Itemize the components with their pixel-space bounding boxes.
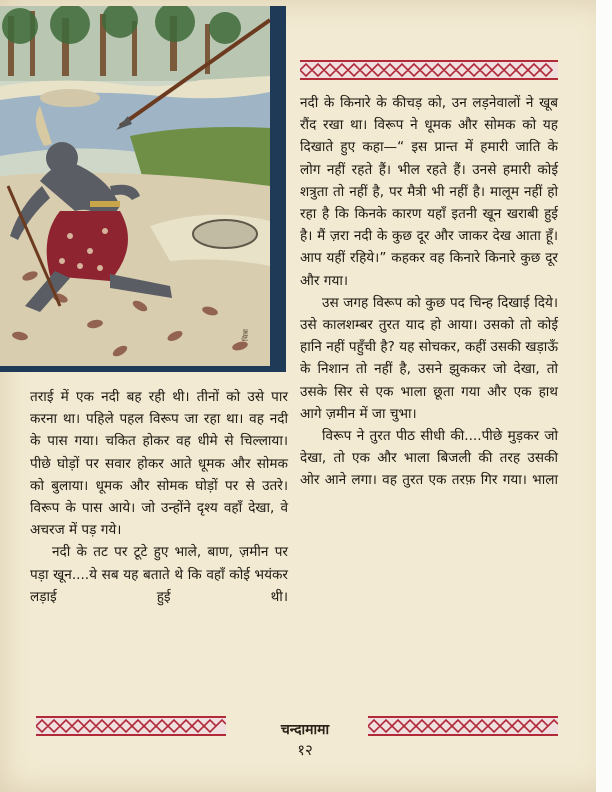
- bottom-right-decorative-border: [368, 716, 558, 736]
- right-paragraph-2: उस जगह विरूप को कुछ पद चिन्ह दिखाई दिये। उसे कालशम्बर तुरत याद हो आया। उसको तो कोई हानि नहीं पहुँची है? यह सोचकर, कहीं उसकी खड़ाऊँ के निशान तो नहीं है, उसने झुककर जो देखा, तो उसके सिर से एक भाला छूता गया और एक हाथ आगे ज़मीन में जा चुभा।: [300, 294, 558, 422]
- left-paragraph-1: तराई में एक नदी बह रही थी। तीनों को उसे पार करना था। पहिले पहल विरूप जा रहा था। वह नदी के पास गया। चकित होकर वह धीमे से चिल्लाया। पीछे घोड़ों पर सवार होकर आते धूमक और सोमक को बुलाया। धूमक और सोमक घोड़ों पर से उतरे। विरूप के पास आये। जो उन्होंने दृश्य वहाँ देखा, वे अचरज में पड़ गये।: [30, 389, 288, 539]
- left-paragraph-2: नदी के तट पर टूटे हुए भाले, बाण, ज़मीन पर पड़ा खून....ये सब यह बताते थे कि वहाँ कोई भयंकर लड़ाई हुई थी।: [30, 544, 288, 605]
- border-ornament-pattern: [368, 718, 558, 734]
- top-decorative-border: [300, 60, 558, 80]
- right-paragraph-1: नदी के किनारे के कीचड़ को, उन लड़नेवालों ने खूब रौंद रखा था। विरूप ने धूमक और सोमक को यह दिखाते हुए कहा—“ इस प्रान्त में हमारी जाति के लोग नहीं रहते हैं। भील रहते हैं। उनसे हमारी कोई शत्रुता तो नहीं है, पर मैत्री भी नहीं है। मालूम नहीं हो रहा है कि किनके कारण यहाँ इतनी खून खराबी हुई है। मैं ज़रा नदी के कुछ दूर और जाकर देख आता हूँ। आप यहीं रहिये।” कहकर वह किनारे किनारे कुछ दूर और गया।: [300, 95, 558, 289]
- story-illustration: [0, 6, 286, 372]
- artist-signature: चित्रा: [242, 329, 250, 341]
- border-ornament-pattern: [300, 62, 558, 78]
- magazine-title: चन्दामामा: [280, 722, 330, 738]
- page-right-edge: [596, 0, 612, 792]
- illustration-drawing: [0, 6, 286, 372]
- right-paragraph-3: विरूप ने तुरत पीठ सीधी की....पीछे मुड़कर जो देखा, तो एक और भाला बिजली की तरह उसकी ओर आने लगा। वह तुरत एक तरफ़ गिर गया। भाला: [300, 428, 558, 489]
- border-ornament-pattern: [36, 718, 226, 734]
- bottom-left-decorative-border: [36, 716, 226, 736]
- page-number: १२: [297, 741, 313, 759]
- right-text-column: [300, 92, 558, 492]
- left-text-column: [30, 386, 288, 608]
